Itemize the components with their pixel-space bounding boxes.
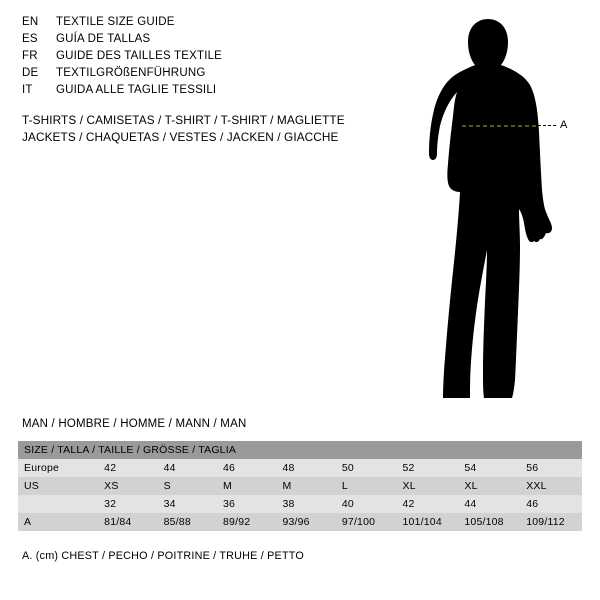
cell: XL <box>397 477 459 495</box>
language-row <box>22 50 362 67</box>
cell: 48 <box>276 459 335 477</box>
cell: 105/108 <box>458 513 520 531</box>
cell: 44 <box>458 495 520 513</box>
cell: 34 <box>158 495 217 513</box>
male-silhouette-figure <box>400 14 590 404</box>
language-row <box>22 16 362 33</box>
row-label-europe: Europe <box>18 459 98 477</box>
row-label-us: US <box>18 477 98 495</box>
language-code: FR <box>22 50 38 62</box>
cell: L <box>336 477 397 495</box>
cell: 89/92 <box>217 513 276 531</box>
cell: 42 <box>397 495 459 513</box>
language-code: EN <box>22 16 39 28</box>
language-list <box>22 16 362 101</box>
language-row <box>22 84 362 101</box>
cell: 109/112 <box>520 513 582 531</box>
language-row <box>22 33 362 50</box>
language-title: TEXTILGRÖßENFÜHRUNG <box>56 67 206 79</box>
language-row <box>22 67 362 84</box>
measure-label-a: A <box>560 119 568 131</box>
table-row <box>18 477 582 495</box>
language-title: GUIDA ALLE TAGLIE TESSILI <box>56 84 217 96</box>
cell: 52 <box>397 459 459 477</box>
garment-line-jackets: JACKETS / CHAQUETAS / VESTES / JACKEN / GIACCHE <box>22 130 339 144</box>
cell: 44 <box>158 459 217 477</box>
cell: 56 <box>520 459 582 477</box>
cell: 42 <box>98 459 157 477</box>
cell: S <box>158 477 217 495</box>
language-code: DE <box>22 67 39 79</box>
cell: 81/84 <box>98 513 157 531</box>
cell: XS <box>98 477 157 495</box>
cell: 46 <box>217 459 276 477</box>
garment-categories <box>22 112 382 146</box>
row-label-blank <box>18 495 98 513</box>
measure-leader-line <box>538 125 556 126</box>
cell: M <box>217 477 276 495</box>
language-code: IT <box>22 84 33 96</box>
cell: 101/104 <box>397 513 459 531</box>
table-title: MAN / HOMBRE / HOMME / MANN / MAN <box>22 418 247 430</box>
table-row <box>18 495 582 513</box>
table-row <box>18 513 582 531</box>
cell: 85/88 <box>158 513 217 531</box>
language-code: ES <box>22 33 38 45</box>
cell: 50 <box>336 459 397 477</box>
cell: 46 <box>520 495 582 513</box>
language-title: GUÍA DE TALLAS <box>56 33 151 45</box>
cell: 54 <box>458 459 520 477</box>
table-row <box>18 459 582 477</box>
cell: XL <box>458 477 520 495</box>
size-table <box>18 441 582 531</box>
table-header-row <box>18 441 582 459</box>
row-label-a: A <box>18 513 98 531</box>
garment-line-tshirts: T-SHIRTS / CAMISETAS / T-SHIRT / T-SHIRT / MAGLIETTE <box>22 113 345 127</box>
cell: 40 <box>336 495 397 513</box>
cell: 32 <box>98 495 157 513</box>
language-title: GUIDE DES TAILLES TEXTILE <box>56 50 223 62</box>
body-silhouette-icon <box>400 14 590 404</box>
cell: 38 <box>276 495 335 513</box>
cell: 36 <box>217 495 276 513</box>
cell: XXL <box>520 477 582 495</box>
language-title: TEXTILE SIZE GUIDE <box>56 16 175 28</box>
cell: M <box>276 477 335 495</box>
cell: 93/96 <box>276 513 335 531</box>
cell: 97/100 <box>336 513 397 531</box>
footnote-chest-measurement: A. (cm) CHEST / PECHO / POITRINE / TRUHE / PETTO <box>22 550 304 562</box>
table-header-label: SIZE / TALLA / TAILLE / GRÖSSE / TAGLIA <box>18 441 582 459</box>
